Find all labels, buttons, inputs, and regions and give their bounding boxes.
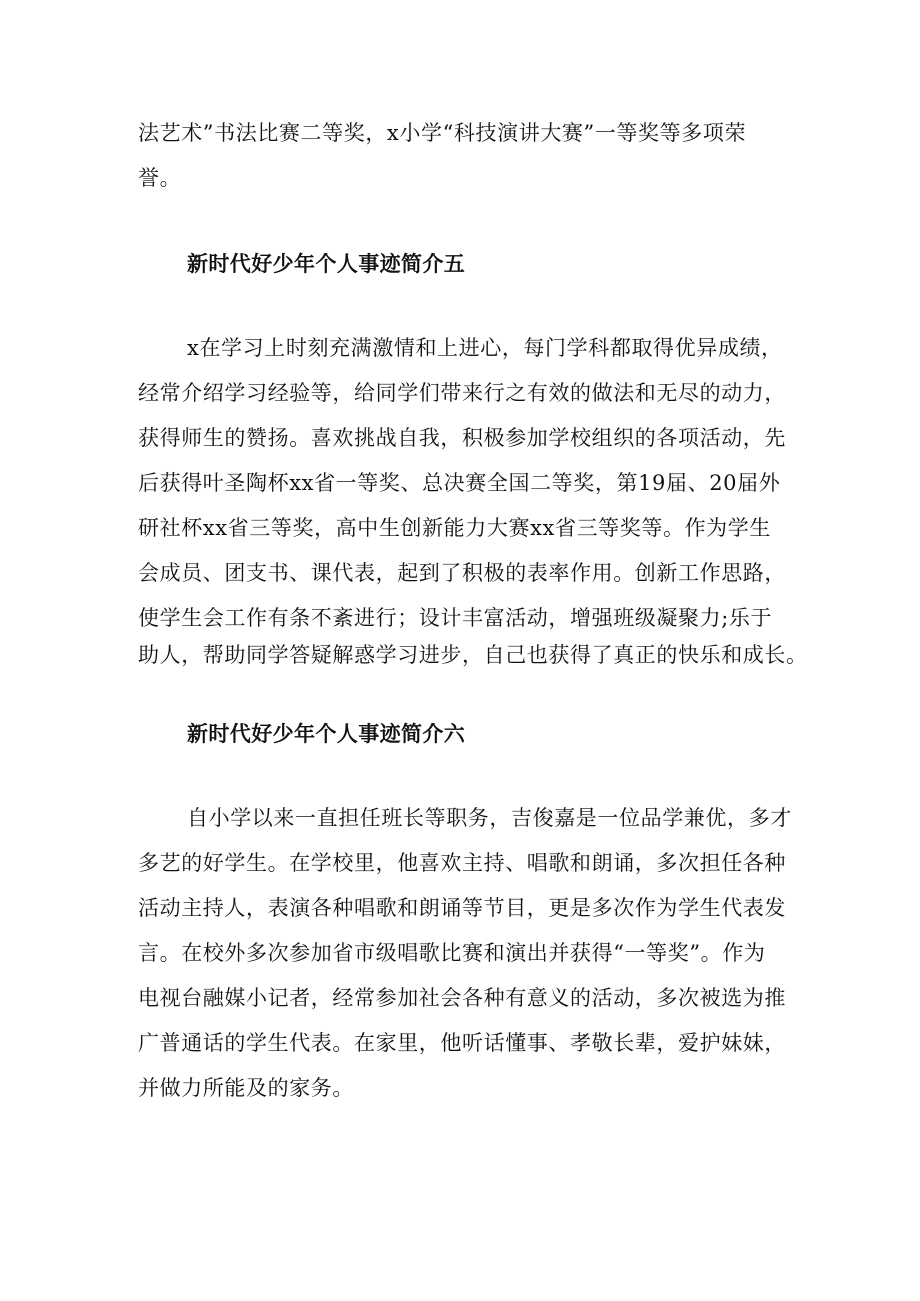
section-6-line-2: 多艺的好学生。在学校里，他喜欢主持、唱歌和朗诵，多次担任各种 — [138, 851, 786, 875]
section-6-line-6: 广普通话的学生代表。在家里，他听话懂事、孝敬长辈，爱护妹妹， — [138, 1031, 786, 1055]
section-6-heading: 新时代好少年个人事迹简介六 — [187, 721, 466, 746]
section-6-line-3: 活动主持人，表演各种唱歌和朗诵等节目，更是多次作为学生代表发 — [138, 896, 786, 920]
section-5-line-3: 获得师生的赞扬。喜欢挑战自我，积极参加学校组织的各项活动，先 — [138, 426, 786, 450]
intro-line-2: 誉。 — [138, 166, 182, 190]
section-5-line-8: 助人，帮助同学答疑解惑学习进步，自己也获得了真正的快乐和成长。 — [138, 643, 808, 667]
intro-line-1: 法艺术”书法比赛二等奖，x小学“科技演讲大赛”一等奖等多项荣 — [138, 121, 747, 145]
section-5-line-1: x在学习上时刻充满激情和上进心，每门学科都取得优异成绩， — [187, 336, 783, 360]
section-5-line-4: 后获得叶圣陶杯xx省一等奖、总决赛全国二等奖，第19届、20届外 — [138, 471, 781, 495]
section-6-line-7: 并做力所能及的家务。 — [138, 1076, 354, 1100]
section-6-line-5: 电视台融媒小记者，经常参加社会各种有意义的活动，多次被选为推 — [138, 986, 786, 1010]
section-5-line-7: 使学生会工作有条不紊进行；设计丰富活动，增强班级凝聚力;乐于 — [138, 606, 773, 630]
section-5-line-5: 研社杯xx省三等奖，高中生创新能力大赛xx省三等奖等。作为学生 — [138, 516, 771, 540]
section-6-line-1: 自小学以来一直担任班长等职务，吉俊嘉是一位品学兼优，多才 — [187, 806, 792, 830]
section-6-line-4: 言。在校外多次参加省市级唱歌比赛和演出并获得“一等奖”。作为 — [138, 941, 766, 965]
section-5-line-2: 经常介绍学习经验等，给同学们带来行之有效的做法和无尽的动力， — [138, 381, 786, 405]
section-5-line-6: 会成员、团支书、课代表，起到了积极的表率作用。创新工作思路， — [138, 561, 786, 585]
section-5-heading: 新时代好少年个人事迹简介五 — [187, 251, 466, 276]
